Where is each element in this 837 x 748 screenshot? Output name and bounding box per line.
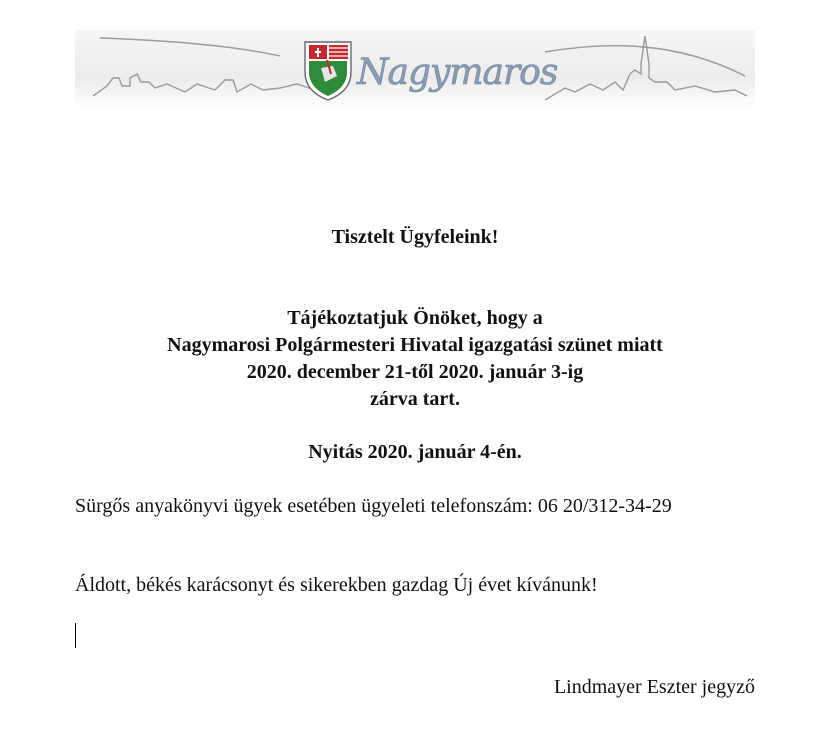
holiday-wishes: Áldott, békés karácsonyt és sikerekben gazdag Új évet kívánunk!: [75, 574, 598, 596]
text-cursor[interactable]: [75, 623, 76, 648]
logo-text: Nagymaros: [357, 52, 558, 93]
opening-date: Nyitás 2020. január 4-én.: [308, 441, 522, 463]
notice-line: zárva tart.: [370, 388, 460, 410]
closure-notice: [75, 305, 755, 413]
notice-line: 2020. december 21-től 2020. január 3-ig: [246, 361, 584, 383]
signature: Lindmayer Eszter jegyző: [553, 676, 755, 698]
notice-line: Nagymarosi Polgármesteri Hivatal igazgatási szünet miatt: [167, 334, 663, 356]
notice-line: Tájékoztatjuk Önöket, hogy a: [287, 307, 543, 329]
greeting-heading: Tisztelt Ügyfeleink!: [331, 226, 499, 248]
header-banner: [75, 30, 755, 110]
urgent-phone-text: Sürgős anyakönyvi ügyek esetében ügyeleti telefonszám: 06 20/312-34-29: [75, 495, 672, 517]
